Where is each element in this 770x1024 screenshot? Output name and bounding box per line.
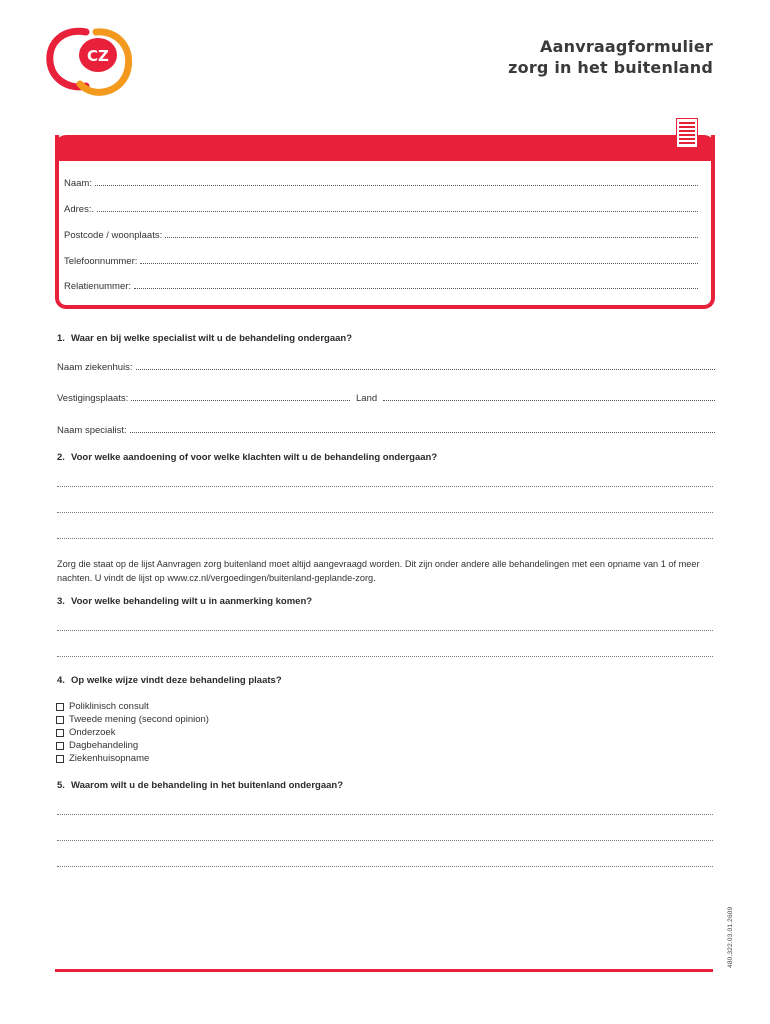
- title-line-2: zorg in het buitenland: [508, 58, 713, 77]
- question-4-text: Op welke wijze vindt deze behandeling plaats?: [71, 675, 282, 686]
- checkbox[interactable]: [56, 755, 64, 763]
- country-field[interactable]: [356, 393, 715, 404]
- relation-number-label: Relatienummer:: [64, 281, 132, 292]
- treatment-type-options: [56, 700, 209, 765]
- question-3-number: 3.: [57, 596, 65, 607]
- question-4-number: 4.: [57, 675, 65, 686]
- phone-field[interactable]: [64, 256, 698, 267]
- question-2-heading: [57, 452, 437, 463]
- specialist-name-field[interactable]: [57, 425, 715, 436]
- specialist-name-input-line[interactable]: [130, 431, 715, 433]
- question-2-number: 2.: [57, 452, 65, 463]
- relation-number-input-line[interactable]: [134, 287, 698, 289]
- option-label: Onderzoek: [69, 727, 116, 738]
- question-3-answer-line[interactable]: [57, 630, 713, 631]
- question-1-heading: [57, 333, 352, 344]
- document-icon: [676, 118, 698, 148]
- country-label: Land: [356, 393, 378, 404]
- question-1-number: 1.: [57, 333, 65, 344]
- address-field[interactable]: [64, 204, 698, 215]
- location-label: Vestigingsplaats:: [57, 393, 129, 404]
- country-input-line[interactable]: [383, 399, 715, 401]
- question-3-text: Voor welke behandeling wilt u in aanmerking komen?: [71, 596, 313, 607]
- option-outpatient-consult[interactable]: [56, 700, 209, 713]
- info-note-line-1: Zorg die staat op de lijst Aanvragen zorg buitenland moet altijd aangevraagd worden. Dit zijn onder andere alle behandelingen met een opname van 1 of meer: [57, 559, 700, 569]
- question-5-number: 5.: [57, 780, 65, 791]
- postcode-input-line[interactable]: [165, 236, 698, 238]
- option-examination[interactable]: [56, 726, 209, 739]
- info-note: [57, 557, 717, 585]
- cz-logo: [46, 24, 132, 98]
- phone-input-line[interactable]: [140, 262, 698, 264]
- name-label: Naam:: [64, 178, 92, 189]
- checkbox[interactable]: [56, 716, 64, 724]
- info-note-line-2: nachten. U vindt de lijst op www.cz.nl/vergoedingen/buitenland-geplande-zorg.: [57, 573, 376, 583]
- hospital-name-field[interactable]: [57, 362, 715, 373]
- question-2-answer-line[interactable]: [57, 486, 713, 487]
- name-input-line[interactable]: [95, 184, 698, 186]
- address-label: Adres:.: [64, 204, 95, 215]
- logo-text: CZ: [87, 47, 109, 65]
- option-label: Poliklinisch consult: [69, 701, 149, 712]
- option-label: Ziekenhuisopname: [69, 753, 150, 764]
- specialist-name-label: Naam specialist:: [57, 425, 127, 436]
- footer-rule: [55, 969, 713, 972]
- option-hospital-admission[interactable]: [56, 752, 209, 765]
- name-field[interactable]: [64, 178, 698, 189]
- address-input-line[interactable]: [97, 210, 698, 212]
- location-field[interactable]: [57, 393, 350, 404]
- postcode-field[interactable]: [64, 230, 698, 241]
- question-2-answer-line[interactable]: [57, 538, 713, 539]
- question-1-text: Waar en bij welke specialist wilt u de behandeling ondergaan?: [71, 333, 353, 344]
- question-3-answer-line[interactable]: [57, 656, 713, 657]
- question-5-answer-line[interactable]: [57, 814, 713, 815]
- option-label: Tweede mening (second opinion): [69, 714, 209, 725]
- question-5-heading: [57, 780, 343, 791]
- form-title: [508, 36, 713, 78]
- question-5-answer-line[interactable]: [57, 840, 713, 841]
- checkbox[interactable]: [56, 703, 64, 711]
- phone-label: Telefoonnummer:: [64, 256, 138, 267]
- question-5-text: Waarom wilt u de behandeling in het buitenland ondergaan?: [71, 780, 343, 791]
- option-day-treatment[interactable]: [56, 739, 209, 752]
- document-code: 480.322.03.01.2609: [727, 906, 734, 968]
- hospital-name-input-line[interactable]: [136, 368, 715, 370]
- title-line-1: Aanvraagformulier: [540, 37, 713, 56]
- checkbox[interactable]: [56, 729, 64, 737]
- option-second-opinion[interactable]: [56, 713, 209, 726]
- postcode-label: Postcode / woonplaats:: [64, 230, 163, 241]
- question-4-heading: [57, 675, 282, 686]
- relation-number-field[interactable]: [64, 281, 698, 292]
- checkbox[interactable]: [56, 742, 64, 750]
- question-2-text: Voor welke aandoening of voor welke klachten wilt u de behandeling ondergaan?: [71, 452, 438, 463]
- option-label: Dagbehandeling: [69, 740, 139, 751]
- question-5-answer-line[interactable]: [57, 866, 713, 867]
- question-2-answer-line[interactable]: [57, 512, 713, 513]
- question-3-heading: [57, 596, 312, 607]
- location-input-line[interactable]: [131, 399, 350, 401]
- hospital-name-label: Naam ziekenhuis:: [57, 362, 133, 373]
